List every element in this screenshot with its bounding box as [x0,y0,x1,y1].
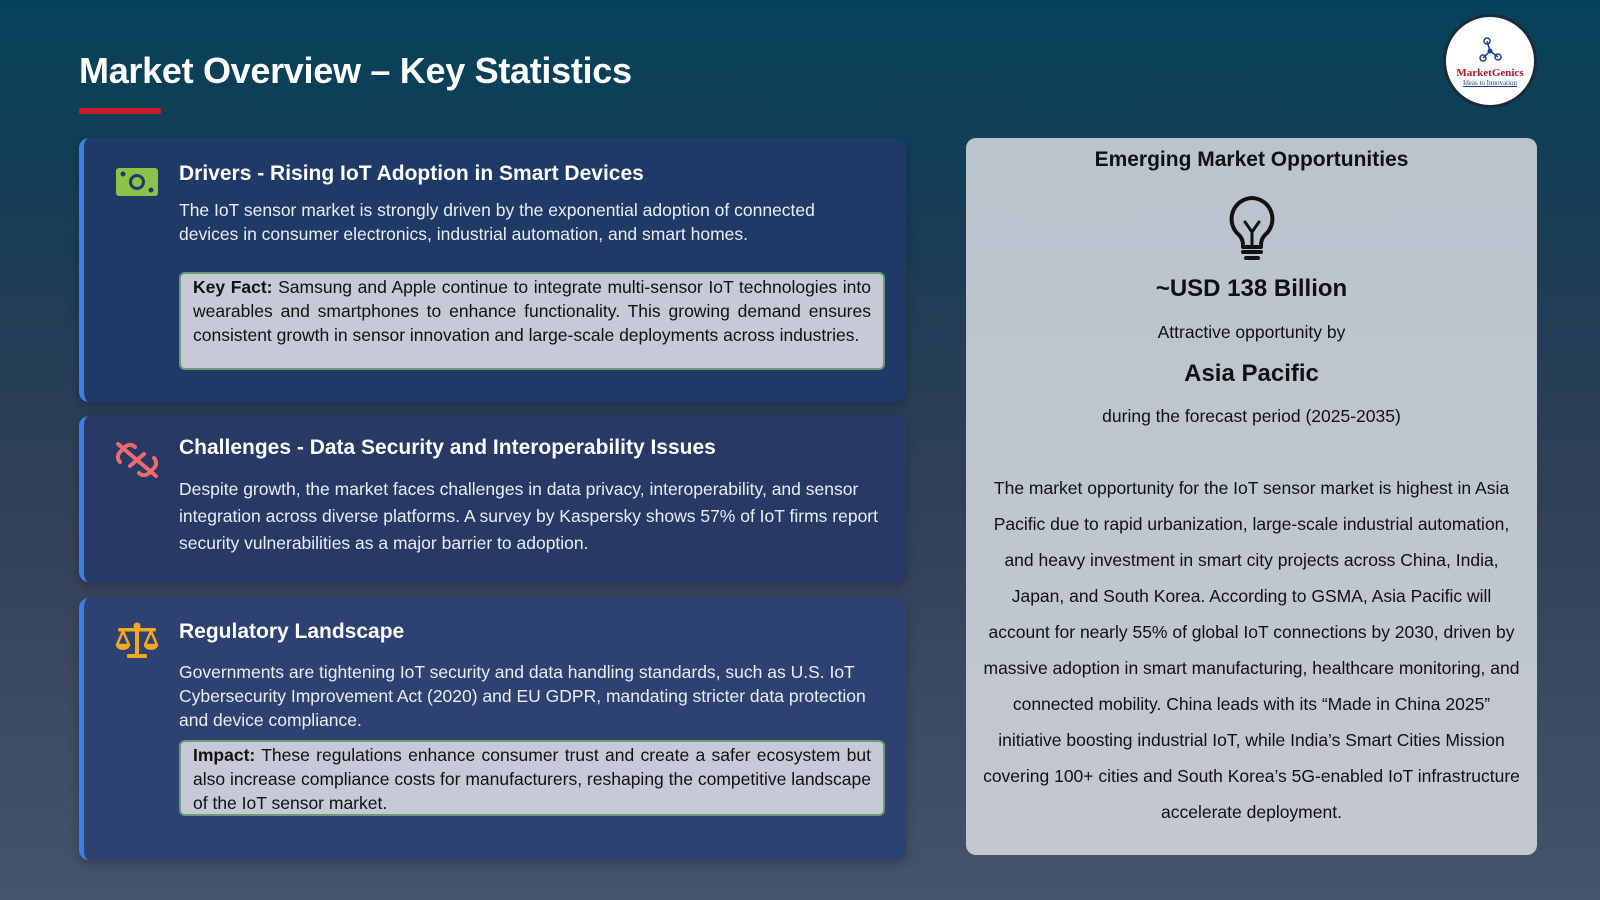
logo-tagline: Ideas to Innovation [1462,79,1518,87]
lightbulb-icon [1225,194,1279,262]
opportunities-panel [966,138,1537,855]
challenges-title: Challenges - Data Security and Interoperability Issues [179,436,716,459]
challenges-card [79,416,906,582]
opportunity-value: ~USD 138 Billion [1155,275,1348,302]
opportunity-sub1: Attractive opportunity by [1157,322,1346,342]
broken-link-icon [114,440,160,480]
company-logo [1443,14,1537,108]
regulatory-text: Governments are tightening IoT security and data handling standards, such as U.S. IoT Cybersecurity Improvement Act (2020) and EU GDPR, mandating stricter data protection and device compliance. [179,662,866,730]
challenges-text: Despite growth, the market faces challenges in data privacy, interoperability, and sensor integration across diverse platforms. A survey by Kaspersky shows 57% of IoT firms report security vulnerabilities as a major barrier to adoption. [179,479,878,553]
page-title: Market Overview – Key Statistics [79,50,632,91]
impact-box [179,740,885,816]
title-underline [79,108,161,114]
drivers-title: Drivers - Rising IoT Adoption in Smart Devices [179,162,644,185]
opportunity-sub2: during the forecast period (2025-2035) [1102,406,1401,426]
logo-name: MarketGenics [1456,67,1524,79]
opportunity-body: The market opportunity for the IoT sensor market is highest in Asia Pacific due to rapid urbanization, large-scale industrial automation, and heavy investment in smart city projects across China, India, Japan, and South Korea. According to GSMA, Asia Pacific will account for nearly 55% of global IoT connections by 2030, driven by massive adoption in smart manufacturing, healthcare monitoring, and connected mobility. China leads with its “Made in China 2025” initiative boosting industrial IoT, while India’s Smart Cities Mission covering 100+ cities and South Korea’s 5G-enabled IoT infrastructure accelerate deployment. [983,478,1520,822]
impact-text: These regulations enhance consumer trust and create a safer ecosystem but also increase compliance costs for manufacturers, reshaping the competitive landscape of the IoT sensor market. [193,745,872,813]
drivers-card [79,138,906,402]
drivers-text: The IoT sensor market is strongly driven by the exponential adoption of connected devices in consumer electronics, industrial automation, and smart homes. [179,200,815,244]
key-fact-label: Key Fact: [193,277,273,297]
key-fact-text: Samsung and Apple continue to integrate multi-sensor IoT technologies into wearables and smartphones to enhance functionality. This growing demand ensures consistent growth in sensor innovation and large-scale deployments across industries. [193,277,871,345]
regulatory-title: Regulatory Landscape [179,620,405,643]
impact-label: Impact: [193,745,256,765]
key-fact-box [179,272,885,370]
network-icon [1475,35,1505,65]
opportunity-region: Asia Pacific [1184,360,1319,387]
opportunities-title: Emerging Market Opportunities [1094,148,1409,171]
money-icon [114,162,160,202]
scales-icon [114,620,160,660]
regulatory-card [79,598,906,860]
